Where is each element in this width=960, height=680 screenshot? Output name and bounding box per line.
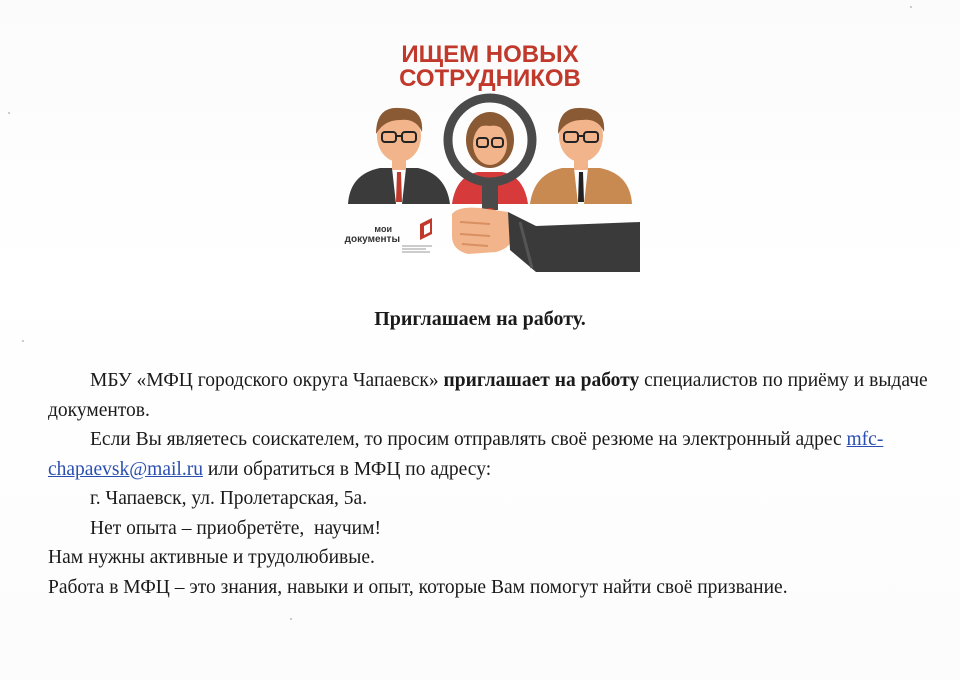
person-left-icon [348,108,450,204]
page-title: Приглашаем на работу. [374,308,586,330]
document-body [48,366,928,602]
contact-text-end: или обратиться в МФЦ по адресу: [202,458,492,480]
logo-line1: мои [374,224,392,234]
invitation-text-start: МБУ «МФЦ городского округа Чапаевск» [90,370,444,391]
paragraph-contact [48,425,928,484]
scan-speck [910,6,912,8]
banner-title-line1: ИЩЕМ НОВЫХ [401,41,579,68]
paragraph-invitation [48,366,928,425]
scan-speck [290,618,292,620]
experience-line: Нет опыта – приобретёте, научим! [90,517,381,539]
requirements-line: Нам нужны активные и трудолюбивые. [48,547,375,568]
address-line: г. Чапаевск, ул. Пролетарская, 5а. [90,488,368,509]
recruitment-illustration [340,36,640,276]
email-link[interactable]: mfc-chapaevsk@mail.ru [48,429,884,480]
invitation-bold-text: приглашает на работу [443,370,640,391]
logo-line2: документы [344,234,400,245]
recruitment-banner [340,36,640,276]
hand-icon [452,208,640,272]
scan-speck [8,112,10,114]
contact-text-start: Если Вы являетесь соискателем, то просим отправлять своё резюме на электронный адрес [90,429,847,450]
invitation-text-end: специалистов по приёму и выдаче документов. [48,370,928,421]
moi-dokumenty-logo [345,218,432,252]
closing-line: Работа в МФЦ – это знания, навыки и опыт, которые Вам помогут найти своё призвание. [48,576,788,598]
person-right-icon [530,108,632,204]
scan-speck [22,340,24,342]
banner-title-line2: СОТРУДНИКОВ [399,65,581,92]
